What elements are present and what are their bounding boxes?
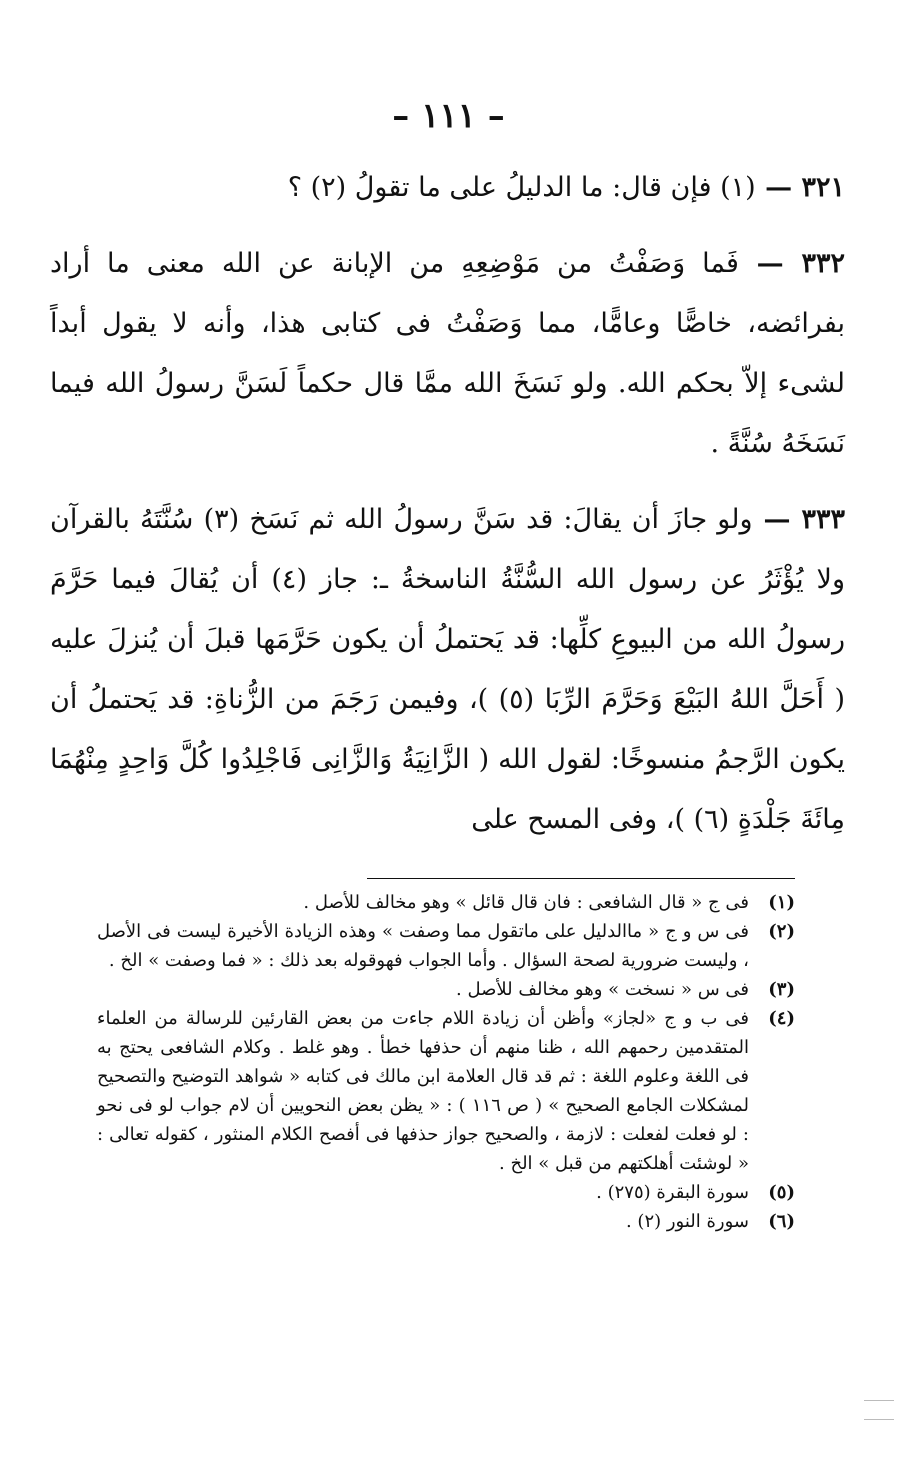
footnote-divider: [367, 878, 795, 879]
footnote-number: (٤): [768, 1008, 795, 1029]
footnote-text: فى س و ج « ماالدليل على ماتقول مما وصفت » وهذه الزيادة الأخيرة ليست فى الأصل ، وليست ضرورية لصحة السؤال . وأما الجواب فهوقوله بعد ذلك : « فما وصفت » الخ .: [97, 921, 749, 971]
footnote-text: فى ج « قال الشافعى : فان قال قائل » وهو مخالف للأصل .: [303, 892, 749, 913]
footnote-text: سورة البقرة (٢٧٥) .: [596, 1182, 749, 1203]
paragraph-number: ٣٢١ —: [755, 172, 845, 203]
footnote-5: [97, 1178, 795, 1207]
footnote-text: سورة النور (٢) .: [625, 1211, 749, 1232]
edge-mark: [864, 1400, 894, 1401]
edge-mark: [864, 1419, 894, 1420]
paragraph-321: [50, 158, 845, 218]
footnote-4: [97, 1004, 795, 1178]
paragraph-number: ٣٣٢ —: [738, 248, 845, 279]
paragraph-text: ولو جازَ أن يقالَ: قد سَنَّ رسولُ الله ثم نَسَخ (٣) سُنَّتَهُ بالقرآن ولا يُؤْثَرُ عن رسول الله السُّنَّةُ الناسخةُ ـ: جاز (٤) أن يُقالَ فيما حَرَّمَ رسولُ الله من البيوعِ كلِّها: قد يَحتملُ أن يكون حَرَّمَها قبلَ أن يُنزلَ عليه ( أَحَلَّ اللهُ البَيْعَ وَحَرَّمَ الرِّبَا (٥) )، وفيمن رَجَمَ من الزُّناةِ: قد يَحتملُ أن يكون الرَّجمُ منسوخًا: لقول الله ( الزَّانِيَةُ وَالزَّانِى فَاجْلِدُوا كُلَّ وَاحِدٍ مِنْهُمَا مِائَةَ جَلْدَةٍ (٦) )، وفى المسح على: [50, 504, 845, 835]
footnote-3: [97, 975, 795, 1004]
footnote-number: (٢): [768, 921, 795, 942]
footnote-number: (٦): [768, 1211, 795, 1232]
footnotes: [97, 888, 795, 1236]
paragraph-text: فَما وَصَفْتُ من مَوْضِعِهِ من الإبانة عن الله معنى ما أراد بفرائضه، خاصًّا وعامًّا، مما وَصَفْتُ فى كتابى هذا، وأنه لا يقول أبداً لشىء إلاّ بحكم الله. ولو نَسَخَ الله ممَّا قال حكماً لَسَنَّ رسولُ الله فيما نَسَخَهُ سُنَّةً .: [50, 248, 845, 459]
footnote-number: (٥): [768, 1182, 795, 1203]
footnote-number: (٣): [768, 979, 795, 1000]
paragraph-332: [50, 234, 845, 474]
scan-edge-marks: [864, 1400, 894, 1438]
main-text: [50, 158, 845, 850]
footnote-text: فى س « نسخت » وهو مخالف للأصل .: [456, 979, 749, 1000]
page-number: – ١١١ –: [392, 96, 505, 136]
footnote-6: [97, 1207, 795, 1236]
footnote-1: [97, 888, 795, 917]
footnote-2: [97, 917, 795, 975]
paragraph-number: ٣٣٣ —: [752, 504, 845, 535]
footnote-number: (١): [768, 892, 795, 913]
paragraph-333: [50, 490, 845, 850]
footnote-text: فى ب و ج «لجاز» وأظن أن زيادة اللام جاءت من بعض القارئين للرسالة من العلماء المتقدمين رحمهم الله ، ظنا منهم أن حذفها خطأ . وهو غلط . وكلام الشافعى يحتج به فى اللغة وعلوم اللغة : ثم قد قال العلامة ابن مالك فى كتابه « شواهد التوضيح والتصحيح لمشكلات الجامع الصحيح » ( ص ١١٦ ) : « يظن بعض النحويين أن لام جواب لو فى نحو : لو فعلت لفعلت : لازمة ، والصحيح جواز حذفها فى أفصح الكلام المنثور ، كقوله تعالى : « لوشئت أهلكتهم من قبل » الخ .: [97, 1008, 750, 1174]
paragraph-text: (١) فإن قال: ما الدليلُ على ما تقولُ (٢) ؟: [287, 172, 756, 203]
